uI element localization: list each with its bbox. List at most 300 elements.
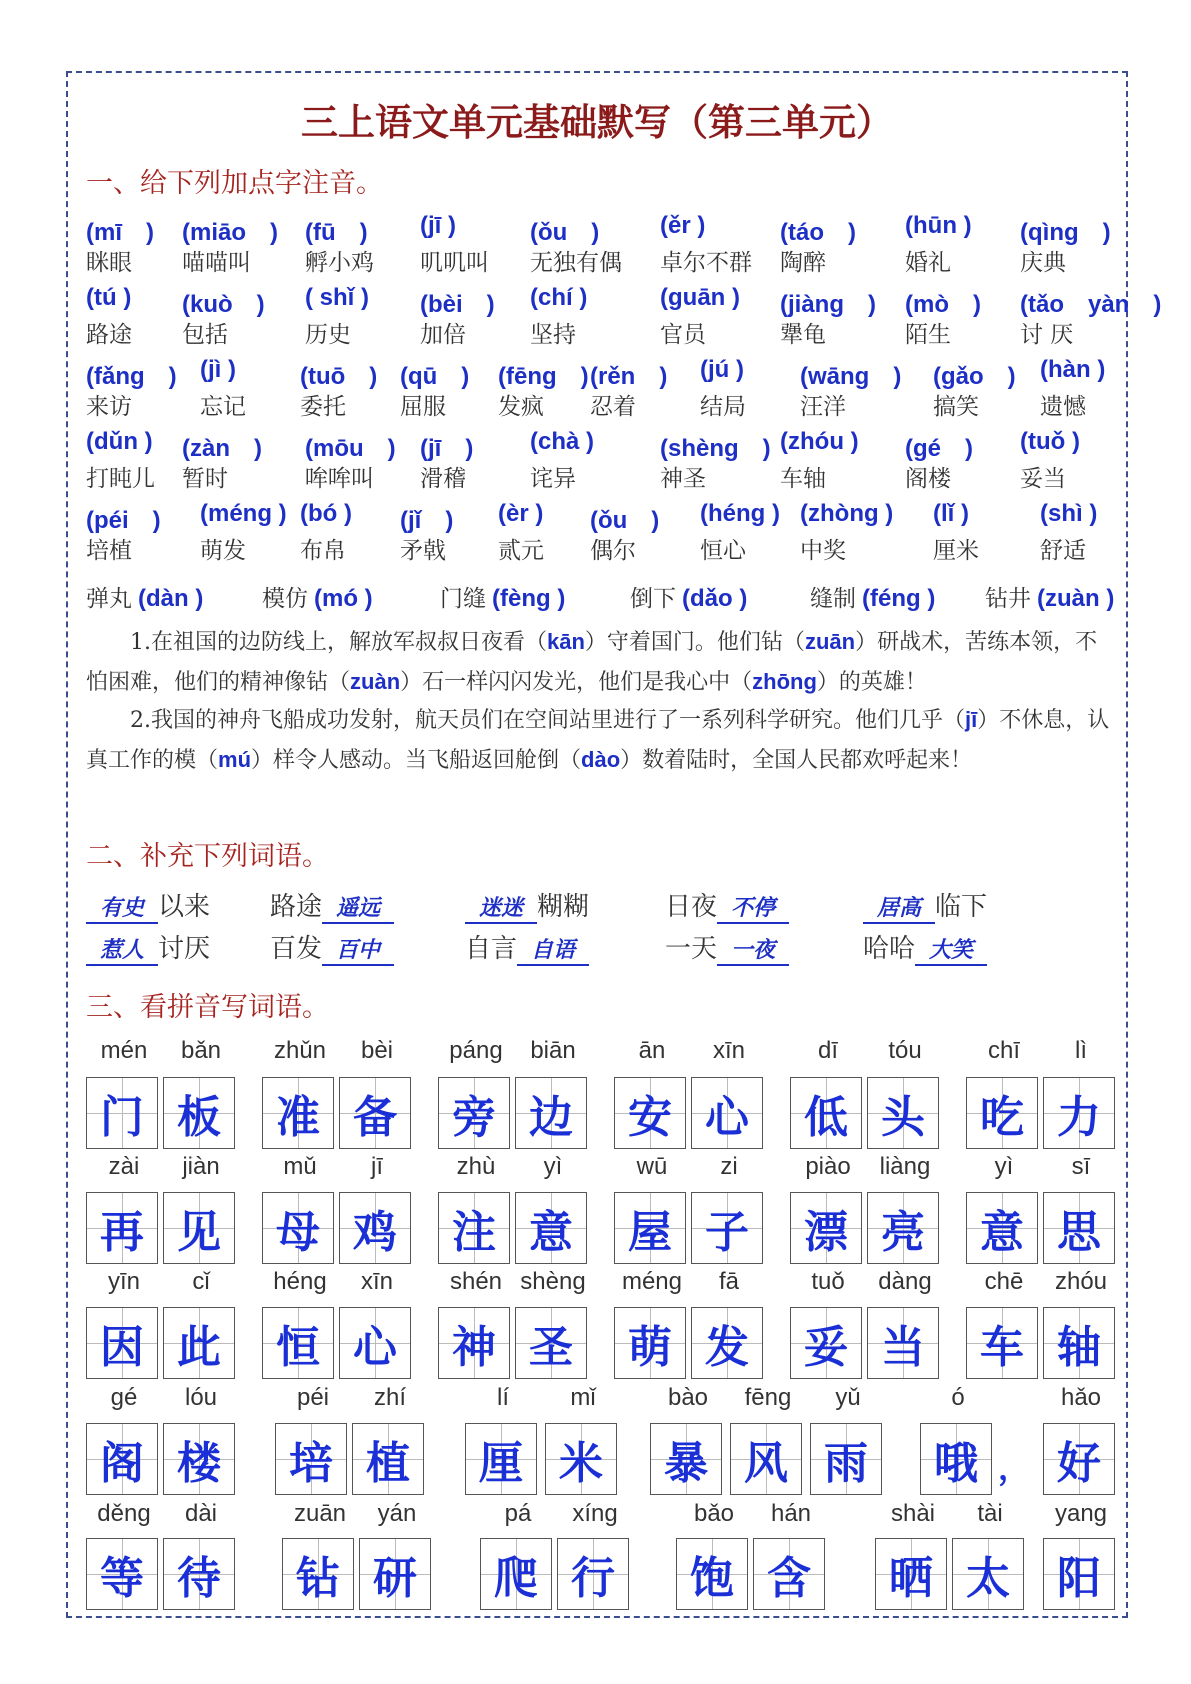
idiom-given: 糊糊 — [537, 892, 590, 922]
written-char: 此 — [177, 1322, 221, 1373]
pinyin-answer: (zàn ) — [182, 435, 262, 462]
written-char: 因 — [100, 1322, 144, 1373]
writing-cell — [867, 1307, 939, 1379]
writing-cell — [1043, 1307, 1115, 1379]
writing-cell — [465, 1423, 537, 1495]
pinyin-answer: (hàn ) — [1040, 356, 1106, 383]
written-char: 准 — [276, 1092, 320, 1143]
written-char: 思 — [1057, 1207, 1101, 1258]
written-char: 心 — [353, 1322, 397, 1373]
written-char: 安 — [628, 1092, 672, 1143]
pinyin-answer: (féng ) — [862, 585, 936, 612]
written-char: 亮 — [881, 1207, 925, 1258]
pinyin-label: mǔ — [283, 1153, 317, 1180]
writing-cell — [438, 1077, 510, 1149]
inline-vocab — [630, 580, 747, 613]
written-char: 厘 — [479, 1438, 523, 1489]
idiom-given: 临下 — [935, 892, 988, 922]
writing-cell — [339, 1307, 411, 1379]
idiom-given: 路途 — [270, 892, 323, 922]
written-char: 见 — [177, 1207, 221, 1258]
vocab-word: 门缝 — [440, 586, 486, 612]
pinyin-label: gé — [110, 1384, 138, 1411]
pinyin-label: lì — [1075, 1037, 1087, 1064]
written-char: 车 — [980, 1322, 1024, 1373]
vocab-word: 遗憾 — [1040, 394, 1086, 420]
pinyin-label: yán — [377, 1500, 417, 1527]
written-char: 等 — [100, 1553, 144, 1604]
written-char: 轴 — [1057, 1322, 1101, 1373]
written-char: 吃 — [980, 1092, 1024, 1143]
written-char: 饱 — [690, 1553, 734, 1604]
writing-cell — [790, 1192, 862, 1264]
pinyin-answer: (qū ) — [400, 363, 470, 390]
vocab-word: 历史 — [305, 322, 351, 348]
pinyin-answer: (ǒu ) — [590, 507, 660, 534]
writing-cell — [966, 1307, 1038, 1379]
pinyin-label: fā — [718, 1268, 739, 1295]
vocab-word: 忘记 — [200, 394, 246, 420]
answer-blank: 迷迷 — [465, 891, 537, 924]
pinyin-answer: (chí ) — [530, 284, 588, 311]
pinyin-label: chī — [987, 1037, 1020, 1064]
written-char: 圣 — [529, 1322, 573, 1373]
pinyin-answer: (dàn ) — [138, 585, 204, 612]
pinyin-label: sī — [1071, 1153, 1091, 1180]
section-3-heading: 三、看拼音写词语。 — [86, 992, 329, 1023]
vocab-word: 叽叽叫 — [420, 250, 489, 276]
written-char: 漂 — [804, 1207, 848, 1258]
writing-cell — [614, 1307, 686, 1379]
vocab-word: 布帛 — [300, 538, 346, 564]
pinyin-answer: (lǐ ) — [933, 500, 969, 527]
vocab-word: 倒下 — [630, 586, 676, 612]
written-char: 待 — [177, 1553, 221, 1604]
written-char: 板 — [177, 1092, 221, 1143]
pinyin-label: jī — [371, 1153, 383, 1180]
pinyin-answer: (fēng ) — [498, 363, 589, 390]
vocab-word: 打盹儿 — [86, 466, 155, 492]
written-char: 门 — [100, 1092, 144, 1143]
pinyin-label: tuǒ — [811, 1268, 845, 1295]
vocab-word: 庆典 — [1020, 250, 1066, 276]
vocab-word: 萌发 — [200, 538, 246, 564]
writing-cell — [790, 1077, 862, 1149]
written-char: 低 — [804, 1092, 848, 1143]
writing-cell — [545, 1423, 617, 1495]
answer-blank: 惹人 — [86, 933, 158, 966]
answer-blank: 自语 — [517, 933, 589, 966]
answer-blank: 居高 — [863, 891, 935, 924]
pinyin-label: yì — [543, 1153, 563, 1180]
pinyin-answer: (tuǒ ) — [1020, 428, 1080, 455]
pinyin-answer: (zhóu ) — [780, 428, 859, 455]
writing-cell — [952, 1538, 1024, 1610]
pinyin-label: cǐ — [192, 1268, 210, 1295]
written-char: 备 — [353, 1092, 397, 1143]
pinyin-label: hán — [770, 1500, 812, 1527]
pinyin-answer: (dǎo ) — [682, 585, 748, 612]
pinyin-answer: (jì ) — [200, 356, 236, 383]
pinyin-answer: (táo ) — [780, 219, 856, 246]
writing-cell — [1043, 1423, 1115, 1495]
pinyin-answer: (méng ) — [200, 500, 287, 527]
pinyin-answer: (rěn ) — [590, 363, 668, 390]
pinyin-label: děng — [97, 1500, 151, 1527]
pinyin-label: héng — [273, 1268, 327, 1295]
vocab-word: 汪洋 — [800, 394, 846, 420]
writing-cell — [867, 1077, 939, 1149]
pinyin-answer: (mò ) — [905, 291, 981, 318]
written-char: 边 — [529, 1092, 573, 1143]
vocab-word: 诧异 — [530, 466, 576, 492]
writing-cell — [650, 1423, 722, 1495]
idiom-given: 以来 — [158, 892, 211, 922]
writing-cell — [86, 1307, 158, 1379]
vocab-word: 委托 — [300, 394, 346, 420]
writing-cell — [810, 1423, 882, 1495]
writing-cell — [262, 1192, 334, 1264]
pinyin-label: biān — [530, 1037, 576, 1064]
vocab-word: 妥当 — [1020, 466, 1066, 492]
pinyin-label: páng — [449, 1037, 503, 1064]
writing-cell — [86, 1423, 158, 1495]
written-char: 再 — [100, 1207, 144, 1258]
written-char: 阳 — [1057, 1553, 1101, 1604]
inline-vocab — [262, 580, 373, 613]
pinyin-label: lóu — [184, 1384, 218, 1411]
written-char: 萌 — [628, 1322, 672, 1373]
passage-1: 1.在祖国的边防线上，解放军叔叔日夜看（kān）守着国门。他们钻（zuān）研战术，苦练本领，不怕困难，他们的精神像钻（zuàn）石一样闪闪发光，他们是我心中（zhōng）的英雄！ — [86, 629, 1098, 695]
pinyin-answer: (qìng ) — [1020, 219, 1111, 246]
written-char: 意 — [980, 1207, 1024, 1258]
passage-2: 2.我国的神舟飞船成功发射，航天员们在空间站里进行了一系列科学研究。他们几乎（jī）不休息，认真工作的模（mú）样令人感动。当飞船返回舱倒（dào）数着陆时，全国人民都欢呼起来！ — [86, 707, 1110, 773]
written-char: 米 — [559, 1438, 603, 1489]
pinyin-answer: (jú ) — [700, 356, 744, 383]
pinyin-label: zhóu — [1054, 1268, 1108, 1295]
writing-cell — [86, 1538, 158, 1610]
answer-blank: 大笑 — [915, 933, 987, 966]
writing-cell — [352, 1423, 424, 1495]
idiom-item — [465, 928, 589, 966]
vocab-word: 舒适 — [1040, 538, 1086, 564]
pinyin-answer: (mó ) — [314, 585, 373, 612]
vocab-word: 恒心 — [700, 538, 746, 564]
inline-vocab — [810, 580, 935, 613]
vocab-word: 钻井 — [985, 586, 1031, 612]
pinyin-label: tóu — [888, 1037, 922, 1064]
writing-cell — [691, 1077, 763, 1149]
written-char: 钻 — [296, 1553, 340, 1604]
pinyin-answer: (miāo ) — [182, 219, 278, 246]
pinyin-answer: (shì ) — [1040, 500, 1098, 527]
pinyin-label: zhí — [373, 1384, 406, 1411]
idiom-item — [665, 886, 789, 924]
idiom-given: 自言 — [465, 934, 518, 964]
written-char: 屋 — [628, 1207, 672, 1258]
pinyin-label: pá — [504, 1500, 532, 1527]
written-char: 暴 — [664, 1438, 708, 1489]
written-char: 神 — [452, 1322, 496, 1373]
written-char: 阁 — [100, 1438, 144, 1489]
vocab-word: 矛戟 — [400, 538, 446, 564]
pinyin-answer: (jǐ ) — [400, 507, 454, 534]
written-char: 头 — [881, 1092, 925, 1143]
pinyin-label: dī — [817, 1037, 838, 1064]
pinyin-label: jiàn — [182, 1153, 220, 1180]
pinyin-answer: (héng ) — [700, 500, 780, 527]
vocab-word: 结局 — [700, 394, 746, 420]
pinyin-answer: (tǎo yàn ) — [1020, 291, 1162, 318]
writing-cell — [262, 1307, 334, 1379]
written-char: 行 — [571, 1553, 615, 1604]
pinyin-answer: ( shǐ ) — [305, 284, 369, 311]
writing-cell — [920, 1423, 992, 1495]
written-char: 植 — [366, 1438, 410, 1489]
pinyin-label: dài — [184, 1500, 218, 1527]
vocab-word: 陌生 — [905, 322, 951, 348]
written-char: 雨 — [824, 1438, 868, 1489]
written-char: 力 — [1057, 1092, 1101, 1143]
vocab-word: 路途 — [86, 322, 132, 348]
vocab-word: 缝制 — [810, 586, 856, 612]
pinyin-label: zuān — [293, 1500, 347, 1527]
pinyin-label: lí — [497, 1384, 509, 1411]
writing-cell — [86, 1192, 158, 1264]
inline-vocab — [985, 580, 1114, 613]
writing-cell — [966, 1192, 1038, 1264]
writing-cell — [753, 1538, 825, 1610]
vocab-word: 搞笑 — [933, 394, 979, 420]
idiom-given: 一天 — [665, 934, 718, 964]
pinyin-answer: (wāng ) — [800, 363, 902, 390]
vocab-word: 偶尔 — [590, 538, 636, 564]
answer-blank: 有史 — [86, 891, 158, 924]
inline-vocab — [440, 580, 565, 613]
idiom-given: 百发 — [270, 934, 323, 964]
section-2-heading: 二、补充下列词语。 — [86, 841, 329, 872]
pinyin-answer: (bó ) — [300, 500, 352, 527]
idiom-item — [863, 886, 987, 924]
idiom-item — [465, 886, 589, 924]
pinyin-answer: (gǎo ) — [933, 363, 1016, 390]
pinyin-label: mǐ — [570, 1384, 596, 1411]
written-char: 培 — [289, 1438, 333, 1489]
pinyin-label: yīn — [107, 1268, 140, 1295]
writing-cell — [875, 1538, 947, 1610]
writing-cell — [730, 1423, 802, 1495]
pinyin-label: ān — [638, 1037, 666, 1064]
pinyin-label: fēng — [744, 1384, 792, 1411]
pinyin-answer: (fū ) — [305, 219, 368, 246]
vocab-word: 车轴 — [780, 466, 826, 492]
writing-cell — [790, 1307, 862, 1379]
vocab-word: 哞哞叫 — [305, 466, 374, 492]
pinyin-label: yì — [994, 1153, 1014, 1180]
idiom-item — [270, 928, 394, 966]
writing-cell — [163, 1538, 235, 1610]
vocab-word: 厘米 — [933, 538, 979, 564]
written-char: 太 — [966, 1553, 1010, 1604]
writing-cell — [275, 1423, 347, 1495]
vocab-word: 培植 — [86, 538, 132, 564]
pinyin-label: bǎn — [180, 1037, 222, 1064]
written-char: 恒 — [276, 1322, 320, 1373]
pinyin-answer: (mī ) — [86, 219, 154, 246]
pinyin-label: zhù — [456, 1153, 496, 1180]
idiom-item — [863, 928, 987, 966]
written-char: 旁 — [452, 1092, 496, 1143]
pinyin-answer: (ǒu ) — [530, 219, 600, 246]
vocab-word: 贰元 — [498, 538, 544, 564]
page-title: 三上语文单元基础默写（第三单元） — [301, 100, 893, 144]
pinyin-answer: (hūn ) — [905, 212, 972, 239]
vocab-word: 犟龟 — [780, 322, 826, 348]
idiom-item — [86, 928, 210, 966]
pinyin-label: yǔ — [835, 1384, 861, 1411]
comma-mark: ， — [998, 1449, 1031, 1487]
vocab-word: 神圣 — [660, 466, 706, 492]
pinyin-label: piào — [805, 1153, 851, 1180]
inline-vocab — [86, 580, 203, 613]
vocab-word: 坚持 — [530, 322, 576, 348]
pinyin-answer: (gé ) — [905, 435, 973, 462]
pinyin-answer: (guān ) — [660, 284, 740, 311]
writing-cell — [163, 1423, 235, 1495]
vocab-word: 屈服 — [400, 394, 446, 420]
pinyin-label: liàng — [879, 1153, 931, 1180]
pinyin-answer: (mōu ) — [305, 435, 396, 462]
vocab-word: 模仿 — [262, 586, 308, 612]
vocab-word: 讨 厌 — [1020, 322, 1074, 348]
written-char: 风 — [744, 1438, 788, 1489]
writing-cell — [163, 1192, 235, 1264]
writing-cell — [1043, 1077, 1115, 1149]
vocab-word: 暂时 — [182, 466, 228, 492]
pinyin-label: shèng — [520, 1268, 586, 1295]
pinyin-answer: (kuò ) — [182, 291, 265, 318]
pinyin-label: bào — [667, 1384, 709, 1411]
pinyin-answer: (jiàng ) — [780, 291, 876, 318]
pinyin-answer: (chà ) — [530, 428, 595, 455]
pinyin-answer: (shèng ) — [660, 435, 771, 462]
pinyin-label: bǎo — [693, 1500, 735, 1527]
writing-cell — [614, 1192, 686, 1264]
writing-cell — [691, 1307, 763, 1379]
writing-cell — [438, 1307, 510, 1379]
pinyin-answer: (bèi ) — [420, 291, 495, 318]
idiom-item — [665, 928, 789, 966]
vocab-word: 无独有偶 — [530, 250, 622, 276]
pinyin-answer: (dǔn ) — [86, 428, 153, 455]
pinyin-answer: (péi ) — [86, 507, 161, 534]
pinyin-answer: (fèng ) — [492, 585, 566, 612]
vocab-word: 婚礼 — [905, 250, 951, 276]
pinyin-label: shài — [890, 1500, 936, 1527]
pinyin-label: tài — [977, 1500, 1003, 1527]
writing-cell — [1043, 1538, 1115, 1610]
writing-cell — [515, 1307, 587, 1379]
idiom-given: 讨厌 — [158, 934, 211, 964]
pinyin-label: péi — [296, 1384, 330, 1411]
pinyin-answer: (jī ) — [420, 435, 474, 462]
idiom-item — [86, 886, 210, 924]
vocab-word: 来访 — [86, 394, 132, 420]
writing-cell — [867, 1192, 939, 1264]
answer-blank: 百中 — [322, 933, 394, 966]
vocab-word: 滑稽 — [420, 466, 466, 492]
writing-cell — [515, 1077, 587, 1149]
writing-cell — [1043, 1192, 1115, 1264]
answer-blank: 不停 — [717, 891, 789, 924]
vocab-word: 喵喵叫 — [182, 250, 251, 276]
written-char: 发 — [705, 1322, 749, 1373]
writing-cell — [515, 1192, 587, 1264]
written-char: 鸡 — [353, 1207, 397, 1258]
writing-cell — [676, 1538, 748, 1610]
pinyin-label: ó — [951, 1384, 965, 1411]
vocab-word: 孵小鸡 — [305, 250, 374, 276]
pinyin-answer: (zhòng ) — [800, 500, 894, 527]
vocab-word: 忍着 — [590, 394, 636, 420]
writing-cell — [163, 1307, 235, 1379]
vocab-word: 弹丸 — [86, 586, 132, 612]
written-char: 母 — [276, 1207, 320, 1258]
pinyin-label: zhǔn — [273, 1037, 327, 1064]
writing-cell — [339, 1077, 411, 1149]
pinyin-label: hǎo — [1060, 1384, 1102, 1411]
written-char: 妥 — [804, 1322, 848, 1373]
pinyin-answer: (fǎng ) — [86, 363, 177, 390]
vocab-word: 中奖 — [800, 538, 846, 564]
pinyin-label: xīn — [360, 1268, 393, 1295]
vocab-word: 阁楼 — [905, 466, 951, 492]
vocab-word: 卓尔不群 — [660, 250, 752, 276]
vocab-word: 加倍 — [420, 322, 466, 348]
pinyin-answer: (tuō ) — [300, 363, 378, 390]
writing-cell — [480, 1538, 552, 1610]
vocab-word: 陶醉 — [780, 250, 826, 276]
writing-cell — [438, 1192, 510, 1264]
writing-cell — [339, 1192, 411, 1264]
writing-cell — [86, 1077, 158, 1149]
writing-cell — [359, 1538, 431, 1610]
pinyin-answer: (jī ) — [420, 212, 456, 239]
vocab-word: 眯眼 — [86, 250, 132, 276]
vocab-word: 官员 — [660, 322, 706, 348]
writing-cell — [691, 1192, 763, 1264]
writing-cell — [282, 1538, 354, 1610]
idiom-item — [270, 886, 394, 924]
written-char: 当 — [881, 1322, 925, 1373]
pinyin-label: wū — [636, 1153, 668, 1180]
pinyin-label: zài — [108, 1153, 140, 1180]
pinyin-label: xīn — [712, 1037, 745, 1064]
writing-cell — [557, 1538, 629, 1610]
pinyin-label: yang — [1054, 1500, 1108, 1527]
pinyin-label: shén — [449, 1268, 503, 1295]
vocab-word: 包括 — [182, 322, 228, 348]
written-char: 爬 — [494, 1553, 538, 1604]
writing-cell — [262, 1077, 334, 1149]
written-char: 子 — [705, 1207, 749, 1258]
written-char: 含 — [767, 1553, 811, 1604]
idiom-given: 日夜 — [665, 892, 718, 922]
pinyin-label: xíng — [572, 1500, 618, 1527]
written-char: 意 — [529, 1207, 573, 1258]
pinyin-answer: (zuàn ) — [1037, 585, 1115, 612]
written-char: 哦 — [934, 1438, 978, 1489]
